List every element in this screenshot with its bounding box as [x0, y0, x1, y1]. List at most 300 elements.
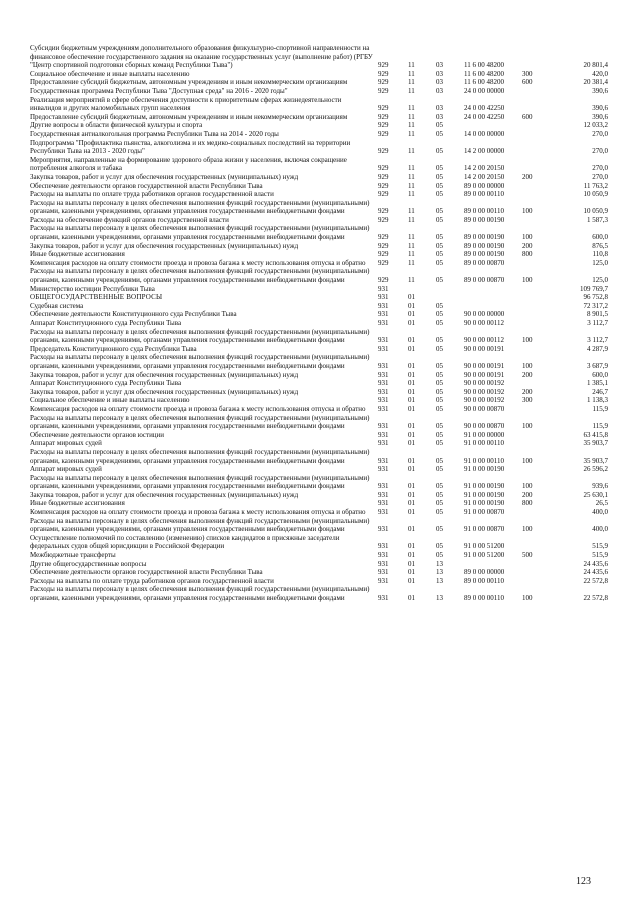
row-pr-code: 03: [436, 86, 443, 95]
row-pr-code: 05: [436, 301, 443, 310]
row-pr-code: 05: [436, 215, 443, 224]
row-name: Компенсация расходов на оплату стоимости проезда и провоза багажа к месту использования отпуска и обратно: [30, 508, 366, 517]
row-gr-code: 929: [378, 112, 389, 121]
row-amount: 270,0: [592, 147, 608, 156]
row-rz-code: [408, 285, 436, 294]
row-gr-code: 931: [378, 568, 389, 577]
row-pr-code: [436, 293, 464, 302]
row-pr-code: 05: [436, 456, 443, 465]
row-gr-code: 931: [378, 387, 389, 396]
row-vr-code: 100: [522, 482, 533, 491]
row-name: Расходы на выплаты персоналу в целях обеспечения выполнения функций государственными (муниципальными) органами, казенными учреждениями, органами управления государственными внебюджетными фондами: [30, 353, 370, 370]
page-number: 123: [576, 876, 591, 887]
row-csr-code: [464, 302, 522, 311]
row-amount: 24 435,6: [583, 559, 608, 568]
row-amount: 22 572,8: [583, 576, 608, 585]
row-rz-code: 11: [408, 258, 415, 267]
row-csr-code: 89 0 00 00110: [464, 207, 504, 216]
row-pr-code: 05: [436, 129, 443, 138]
row-pr-code: 13: [436, 576, 443, 585]
row-rz-code: 11: [408, 276, 415, 285]
table-row: [30, 267, 608, 284]
row-gr-code: 929: [378, 164, 389, 173]
table-row: [30, 156, 608, 173]
row-amount: 3 112,7: [587, 319, 608, 327]
row-pr-code: 05: [436, 319, 443, 327]
row-amount: 1 587,3: [587, 215, 608, 224]
row-rz-code: 11: [408, 172, 415, 181]
row-gr-code: 931: [378, 344, 389, 353]
row-vr-code: [522, 87, 560, 96]
row-vr-code: [522, 345, 560, 354]
table-row: [30, 70, 608, 79]
row-gr-code: 931: [378, 284, 389, 293]
table-row: [30, 448, 608, 465]
row-gr-code: 931: [378, 465, 389, 474]
table-row: [30, 96, 608, 113]
row-rz-code: 11: [408, 190, 415, 199]
row-name: Социальное обеспечение и иные выплаты населению: [30, 69, 190, 78]
table-row: [30, 517, 608, 534]
row-rz-code: 11: [408, 61, 415, 70]
row-name: Расходы на выплаты персоналу в целях обеспечения выполнения функций государственными (муниципальными) органами, казенными учреждениями, органами управления государственными внебюджетными фондами: [30, 473, 370, 491]
row-name: Компенсация расходов на оплату стоимости проезда и провоза багажа к месту использования отпуска и обратно: [30, 258, 366, 267]
row-name: Расходы на выплаты персоналу в целях обеспечения выполнения функций государственными (муниципальными) органами, казенными учреждениями, органами управления государственными внебюджетными фондами: [30, 447, 370, 465]
table-row: [30, 319, 608, 328]
row-pr-code: 05: [436, 525, 443, 534]
row-csr-code: 89 0 00 00190: [464, 215, 505, 224]
row-rz-code: 11: [408, 121, 415, 130]
table-row: [30, 259, 608, 268]
row-name: Аппарат Конституционного суда Республики Тыва: [30, 319, 182, 327]
row-csr-code: 14 2 00 20150: [464, 164, 505, 173]
row-rz-code: 11: [408, 233, 415, 242]
table-row: [30, 328, 608, 345]
row-csr-code: 90 0 00 00192: [464, 379, 505, 388]
table-row: [30, 534, 608, 551]
row-name: Министерство юстиции Республики Тыва: [30, 284, 155, 293]
row-vr-code: 500: [522, 551, 533, 560]
table-row: [30, 113, 608, 122]
table-row: [30, 285, 608, 294]
row-vr-code: 200: [522, 387, 533, 396]
row-name: Председатель Конституционного суда Республики Тыва: [30, 344, 197, 353]
row-pr-code: 13: [436, 559, 443, 568]
row-rz-code: 11: [408, 164, 415, 173]
row-gr-code: 931: [378, 361, 389, 370]
row-name: Аппарат мировых судей: [30, 439, 102, 448]
row-csr-code: 89 0 00 00190: [464, 233, 505, 242]
row-amount: 20 801,4: [583, 61, 608, 70]
row-gr-code: 931: [378, 559, 389, 568]
row-csr-code: 90 0 00 00112: [464, 319, 504, 327]
row-rz-code: 11: [408, 129, 415, 138]
row-vr-code: 200: [522, 490, 533, 499]
row-amount: 125,0: [592, 258, 608, 267]
row-gr-code: 931: [378, 482, 389, 491]
row-gr-code: 929: [378, 147, 389, 156]
row-vr-code: [522, 156, 560, 173]
row-amount: 390,6: [592, 104, 608, 113]
row-gr-code: 931: [378, 576, 389, 585]
row-vr-code: [522, 577, 560, 586]
row-vr-code: [522, 405, 560, 414]
row-amount: 20 381,4: [583, 78, 608, 87]
table-row: [30, 431, 608, 440]
row-csr-code: 90 0 00 00192: [464, 387, 505, 396]
row-amount: 72 317,2: [583, 301, 608, 310]
table-row: [30, 78, 608, 87]
row-rz-code: 01: [408, 422, 415, 431]
row-gr-code: 929: [378, 207, 389, 216]
row-rz-code: 01: [408, 465, 415, 474]
row-pr-code: 05: [436, 344, 443, 353]
row-gr-code: 931: [378, 490, 389, 499]
row-vr-code: [522, 310, 560, 319]
row-csr-code: 24 0 00 00000: [464, 86, 505, 95]
row-csr-code: 89 0 00 00870: [464, 276, 505, 285]
row-rz-code: 01: [408, 379, 415, 388]
table-row: [30, 216, 608, 225]
row-csr-code: 90 0 00 00191: [464, 370, 505, 379]
row-rz-code: 01: [408, 568, 415, 577]
table-row: [30, 121, 608, 130]
row-gr-code: 929: [378, 258, 389, 267]
row-rz-code: 11: [408, 104, 415, 113]
row-vr-code: 100: [522, 207, 533, 216]
table-row: [30, 551, 608, 560]
table-row: [30, 190, 608, 199]
row-name: Субсидии бюджетным учреждениям дополнительного образования физкультурно-спортивной направленности на финансовое обеспечение государственного задания на оказание государственных услуг (выполнение работ) (РГБУ "Центр спортивной подготовки сборных команд Республики Тыва"): [30, 44, 373, 70]
row-vr-code: [522, 139, 560, 156]
row-amount: 400,0: [592, 525, 608, 534]
table-row: [30, 405, 608, 414]
table-row: [30, 474, 608, 491]
row-csr-code: 91 0 00 00110: [464, 439, 504, 448]
row-amount: 63 415,8: [583, 430, 608, 439]
row-vr-code: [522, 190, 560, 199]
row-name: Компенсация расходов на оплату стоимости проезда и провоза багажа к месту использования отпуска и обратно: [30, 404, 366, 413]
row-amount: 115,9: [592, 404, 608, 413]
row-name: Расходы на обеспечение функций органов государственной власти: [30, 215, 229, 224]
row-vr-code: 600: [522, 78, 533, 87]
row-name: Расходы на выплаты персоналу в целях обеспечения выполнения функций государственными (муниципальными) органами, казенными учреждениями, органами управления государственными внебюджетными фондами: [30, 516, 370, 534]
row-rz-code: 01: [408, 430, 415, 439]
row-gr-code: 931: [378, 396, 389, 405]
row-rz-code: 01: [408, 387, 415, 396]
row-pr-code: 05: [436, 147, 443, 156]
row-name: Реализация мероприятий в сфере обеспечения доступности к приоритетным сферах жизнедеятельности инвалидов и других маломобильных групп населения: [30, 95, 342, 113]
row-amount: 3 112,7: [587, 336, 608, 345]
row-amount: 600,0: [592, 370, 608, 379]
row-pr-code: 05: [436, 490, 443, 499]
row-amount: 110,8: [592, 250, 608, 259]
row-csr-code: 24 0 00 42250: [464, 104, 505, 113]
table-row: [30, 499, 608, 508]
row-gr-code: 931: [378, 422, 389, 431]
row-pr-code: 05: [436, 396, 443, 405]
row-rz-code: 01: [408, 319, 415, 327]
row-gr-code: 929: [378, 276, 389, 285]
row-pr-code: 05: [436, 430, 443, 439]
row-amount: 876,5: [592, 241, 608, 250]
row-pr-code: [436, 285, 464, 294]
row-name: Другие вопросы в области физической культуры и спорта: [30, 121, 203, 130]
row-pr-code: 05: [436, 499, 443, 508]
row-name: Закупка товаров, работ и услуг для обеспечения государственных (муниципальных) нужд: [30, 172, 299, 181]
row-vr-code: 600: [522, 112, 533, 121]
row-csr-code: 90 0 00 00191: [464, 361, 505, 370]
row-rz-code: 01: [408, 594, 415, 602]
row-gr-code: 931: [378, 525, 389, 534]
row-vr-code: [522, 44, 560, 70]
row-vr-code: [522, 130, 560, 139]
row-pr-code: 05: [436, 241, 443, 250]
row-pr-code: 05: [436, 542, 443, 551]
row-name: Расходы на выплаты по оплате труда работников органов государственной власти: [30, 576, 274, 585]
row-gr-code: 931: [378, 430, 389, 439]
row-amount: 26,5: [595, 499, 608, 508]
row-name: Межбюджетные трансферты: [30, 551, 116, 560]
row-vr-code: [522, 285, 560, 294]
row-pr-code: 05: [436, 164, 443, 173]
row-gr-code: 931: [378, 319, 389, 327]
table-row: [30, 182, 608, 191]
row-rz-code: 01: [408, 499, 415, 508]
row-rz-code: 11: [408, 250, 415, 259]
row-pr-code: 03: [436, 69, 443, 78]
row-csr-code: 90 0 00 00191: [464, 344, 505, 353]
row-name: Предоставление субсидий бюджетным, автономным учреждениям и иным некоммерческим организациям: [30, 78, 348, 87]
row-gr-code: 929: [378, 104, 389, 113]
row-vr-code: [522, 465, 560, 474]
row-vr-code: [522, 259, 560, 268]
row-vr-code: 300: [522, 396, 533, 405]
row-csr-code: 91 0 00 00110: [464, 456, 504, 465]
row-rz-code: 11: [408, 86, 415, 95]
table-row: [30, 224, 608, 241]
row-rz-code: 01: [408, 508, 415, 517]
row-name: Расходы на выплаты персоналу в целях обеспечения выполнения функций государственными (муниципальными) органами, казенными учреждениями, органами управления государственными внебюджетными фондами: [30, 198, 370, 216]
table-row: [30, 465, 608, 474]
row-name: Государственная программа Республики Тыва "Доступная среда" на 2016 - 2020 годы": [30, 86, 288, 95]
table-row: [30, 577, 608, 586]
row-csr-code: 11 6 00 48200: [464, 78, 504, 87]
row-vr-code: 200: [522, 241, 533, 250]
row-pr-code: 05: [436, 258, 443, 267]
row-amount: 420,0: [592, 69, 608, 78]
table-row: [30, 250, 608, 259]
row-pr-code: 05: [436, 439, 443, 448]
row-rz-code: 11: [408, 215, 415, 224]
row-gr-code: 929: [378, 61, 389, 70]
row-csr-code: 91 0 00 51200: [464, 551, 505, 560]
row-rz-code: 01: [408, 404, 415, 413]
row-gr-code: 929: [378, 172, 389, 181]
row-gr-code: 931: [378, 301, 389, 310]
row-vr-code: 100: [522, 233, 533, 242]
row-vr-code: 200: [522, 172, 533, 181]
table-row: [30, 242, 608, 251]
table-row: [30, 293, 608, 302]
row-name: Обеспечение деятельности органов юстиции: [30, 430, 165, 439]
row-csr-code: 89 0 00 00000: [464, 181, 505, 190]
row-vr-code: [522, 302, 560, 311]
row-name: Предоставление субсидий бюджетным, автономным учреждениям и иным некоммерческим организациям: [30, 112, 348, 121]
table-row: [30, 139, 608, 156]
table-row: [30, 585, 608, 602]
row-name: Социальное обеспечение и иные выплаты населению: [30, 396, 190, 405]
row-gr-code: 929: [378, 69, 389, 78]
row-amount: 96 752,8: [583, 293, 608, 302]
row-pr-code: 13: [436, 594, 443, 602]
row-rz-code: 01: [408, 576, 415, 585]
row-gr-code: 931: [378, 293, 389, 302]
row-csr-code: 89 0 00 00110: [464, 594, 504, 602]
row-pr-code: 13: [436, 568, 443, 577]
table-row: [30, 130, 608, 139]
table-row: [30, 491, 608, 500]
row-csr-code: [464, 293, 522, 302]
row-amount: 24 435,6: [583, 568, 608, 577]
row-amount: 1 138,3: [587, 396, 608, 405]
row-csr-code: 14 0 00 00000: [464, 129, 505, 138]
row-rz-code: 01: [408, 336, 415, 345]
table-row: [30, 310, 608, 319]
table-row: [30, 414, 608, 431]
row-gr-code: 929: [378, 78, 389, 87]
row-rz-code: 11: [408, 207, 415, 216]
row-vr-code: [522, 96, 560, 113]
table-row: [30, 396, 608, 405]
row-name: Иные бюджетные ассигнования: [30, 250, 125, 259]
table-row: [30, 44, 608, 70]
row-pr-code: 05: [436, 482, 443, 491]
row-pr-code: 05: [436, 181, 443, 190]
row-rz-code: 11: [408, 78, 415, 87]
row-pr-code: 03: [436, 112, 443, 121]
row-gr-code: 929: [378, 86, 389, 95]
row-amount: 125,0: [592, 276, 608, 285]
row-rz-code: 01: [408, 396, 415, 405]
row-name: Расходы на выплаты персоналу в целях обеспечения выполнения функций государственными (муниципальными) органами, казенными учреждениями, органами управления государственными внебюджетными фондами: [30, 585, 370, 602]
row-pr-code: 05: [436, 172, 443, 181]
row-csr-code: 14 2 00 20150: [464, 172, 505, 181]
table-row: [30, 302, 608, 311]
row-vr-code: [522, 534, 560, 551]
row-gr-code: 931: [378, 551, 389, 560]
row-csr-code: 11 6 00 48200: [464, 69, 504, 78]
row-rz-code: 11: [408, 241, 415, 250]
row-gr-code: 931: [378, 508, 389, 517]
row-csr-code: 90 0 00 00000: [464, 310, 505, 319]
row-name: Аппарат Конституционного суда Республики Тыва: [30, 379, 182, 388]
row-csr-code: 90 0 00 00112: [464, 336, 504, 345]
row-name: Расходы на выплаты персоналу в целях обеспечения выполнения функций государственными (муниципальными) органами, казенными учреждениями, органами управления государственными внебюджетными фондами: [30, 267, 370, 285]
table-row: [30, 199, 608, 216]
row-csr-code: 91 0 00 00190: [464, 465, 505, 474]
row-gr-code: 931: [378, 310, 389, 319]
row-gr-code: 931: [378, 439, 389, 448]
row-vr-code: 300: [522, 69, 533, 78]
row-amount: 390,6: [592, 112, 608, 121]
row-pr-code: 05: [436, 404, 443, 413]
row-gr-code: 929: [378, 121, 389, 130]
row-gr-code: 929: [378, 233, 389, 242]
row-gr-code: 931: [378, 336, 389, 345]
row-pr-code: 05: [436, 190, 443, 199]
row-amount: 270,0: [592, 172, 608, 181]
row-rz-code: 11: [408, 112, 415, 121]
row-name: Государственная антиалкогольная программа Республики Тыва на 2014 - 2020 годы: [30, 129, 279, 138]
table-row: [30, 353, 608, 370]
row-pr-code: 05: [436, 207, 443, 216]
row-csr-code: 89 0 00 00870: [464, 258, 505, 267]
row-vr-code: 800: [522, 499, 533, 508]
row-pr-code: 05: [436, 508, 443, 517]
row-csr-code: [464, 121, 522, 130]
row-csr-code: 89 0 00 00190: [464, 250, 505, 259]
row-amount: 11 763,2: [583, 181, 608, 190]
table-row: [30, 87, 608, 96]
row-csr-code: [464, 560, 522, 569]
row-pr-code: 05: [436, 379, 443, 388]
table-row: [30, 371, 608, 380]
table-row: [30, 568, 608, 577]
row-pr-code: 05: [436, 233, 443, 242]
table-row: [30, 508, 608, 517]
row-name: ОБЩЕГОСУДАРСТВЕННЫЕ ВОПРОСЫ: [30, 293, 163, 302]
row-pr-code: 05: [436, 336, 443, 345]
row-amount: 35 903,7: [583, 456, 608, 465]
row-pr-code: 05: [436, 361, 443, 370]
row-pr-code: 05: [436, 465, 443, 474]
row-amount: 22 572,8: [583, 594, 608, 602]
row-amount: 600,0: [592, 233, 608, 242]
row-name: Иные бюджетные ассигнования: [30, 499, 125, 508]
row-gr-code: 931: [378, 379, 389, 388]
row-rz-code: 01: [408, 559, 415, 568]
row-amount: 35 903,7: [583, 439, 608, 448]
row-pr-code: 05: [436, 310, 443, 319]
row-gr-code: 931: [378, 404, 389, 413]
row-name: Расходы на выплаты персоналу в целях обеспечения выполнения функций государственными (муниципальными) органами, казенными учреждениями, органами управления государственными внебюджетными фондами: [30, 413, 370, 431]
row-vr-code: 100: [522, 422, 533, 431]
row-amount: 25 630,1: [583, 490, 608, 499]
budget-table: [30, 44, 608, 603]
row-name: Обеспечение деятельности органов государственной власти Республики Тыва: [30, 181, 263, 190]
row-name: Аппарат мировых судей: [30, 465, 102, 474]
row-csr-code: 91 0 00 00000: [464, 430, 505, 439]
row-amount: 246,7: [592, 387, 608, 396]
row-name: Закупка товаров, работ и услуг для обеспечения государственных (муниципальных) нужд: [30, 241, 299, 250]
table-row: [30, 173, 608, 182]
row-gr-code: 929: [378, 129, 389, 138]
row-pr-code: 05: [436, 250, 443, 259]
row-gr-code: 929: [378, 215, 389, 224]
row-amount: 3 687,9: [587, 361, 608, 370]
row-csr-code: 91 0 00 51200: [464, 542, 505, 551]
table-row: [30, 439, 608, 448]
row-amount: 515,9: [592, 542, 608, 551]
row-amount: 8 901,5: [587, 310, 608, 319]
row-rz-code: 11: [408, 69, 415, 78]
row-pr-code: 05: [436, 422, 443, 431]
row-csr-code: 14 2 00 00000: [464, 147, 505, 156]
row-vr-code: 100: [522, 594, 533, 602]
row-csr-code: 90 0 00 00192: [464, 396, 505, 405]
row-amount: 10 050,9: [583, 190, 608, 199]
